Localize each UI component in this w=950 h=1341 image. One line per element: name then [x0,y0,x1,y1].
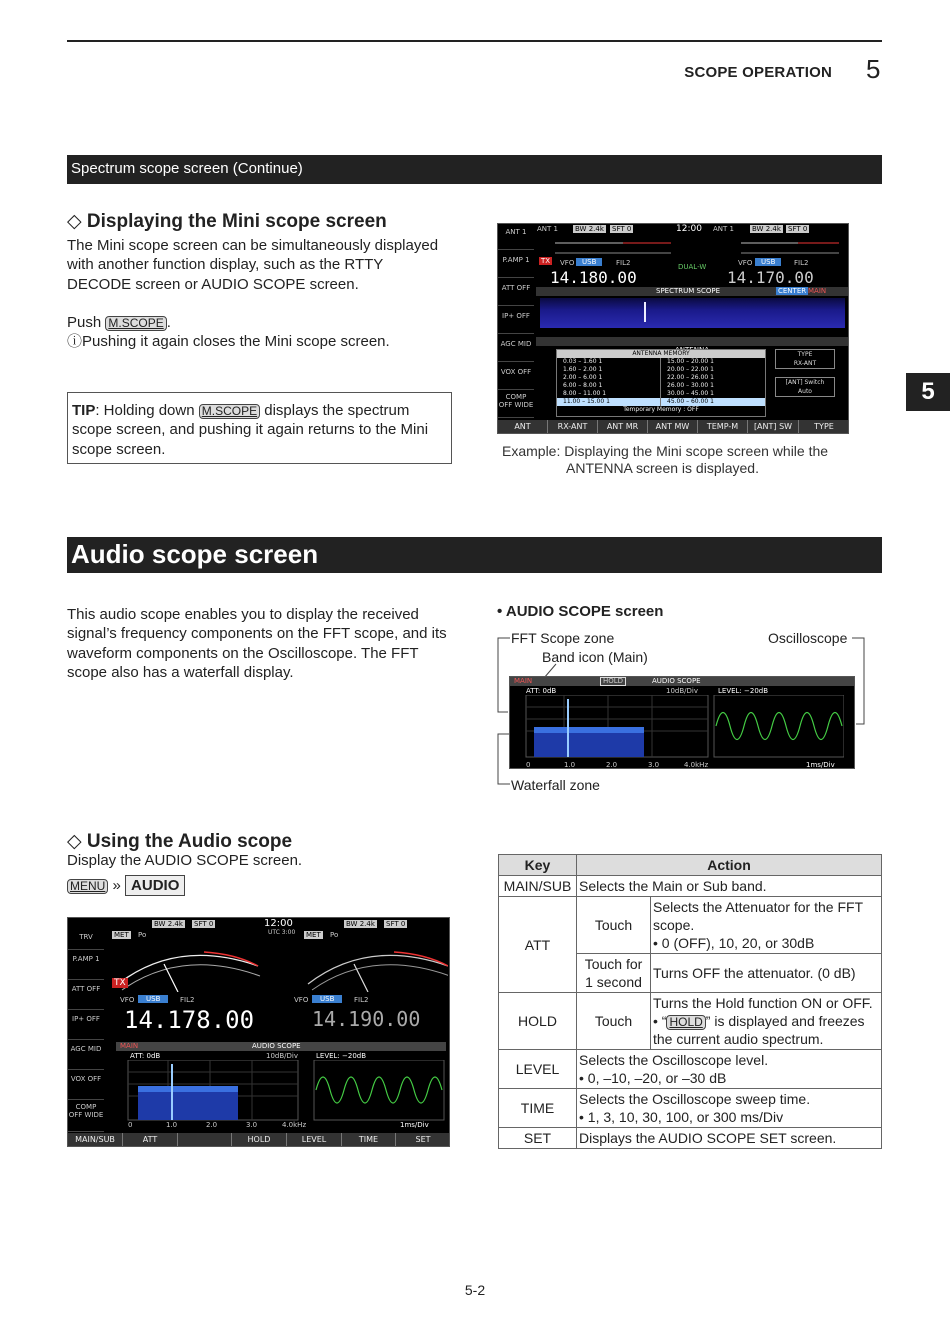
table-header-action: Action [577,855,882,876]
row-mainsub-action: Selects the Main or Sub band. [577,876,882,897]
hold-action-post: ” is displayed and freezes the current audio spectrum. [653,1013,865,1047]
sft-badge-sub: SFT 0 [788,225,808,233]
vfo-label: VFO [560,259,575,267]
antenna-memory-row[interactable] [557,390,765,398]
s2-utc: UTC 3:00 [268,929,296,936]
sft-badge: SFT 0 [612,225,632,233]
softkey-type[interactable]: TYPE [799,420,849,433]
audio-paragraph: This audio scope enables you to display the received signal’s frequency components on the FFT scope, and its waveform components on the Oscilloscope. The FFT scope also has a waterfall display. [67,606,447,681]
antenna-memory-title: ANTENNA MEMORY [557,350,765,358]
dual-watch: DUAL-W [678,263,707,271]
softkey-rx-ant[interactable]: RX-ANT [548,420,598,433]
s2-level: LEVEL: −20dB [316,1052,367,1060]
audio-fft-and-osc [524,695,844,759]
s2-clock: 12:00 [264,918,293,929]
s2-side-key-agc: AGC MID [68,1042,104,1070]
table-row [499,1050,882,1089]
level-action-line2: • 0, –10, –20, or –30 dB [579,1070,727,1086]
softkey-temp-m[interactable]: TEMP-M [698,420,748,433]
side-key-comp: COMP OFF WIDE [498,392,534,418]
memory-range-right: 20.00 – 22.00 1 [667,366,714,373]
section-bar-audio-scope: Audio scope screen [67,537,882,573]
s2-att: ATT: 0dB [130,1052,161,1060]
s2-tx-badge: TX [114,978,126,988]
section-bar-spectrum: Spectrum scope screen (Continue) [67,155,882,184]
row-time-key: TIME [499,1089,577,1128]
header-chapter: 5 [866,54,881,84]
ant-switch-label: [ANT] Switch [785,379,825,386]
fil-label-sub: FIL2 [794,259,809,267]
ant-left: ANT 1 [537,225,558,233]
table-row [499,876,882,897]
side-key-pamp: P.AMP 1 [498,252,534,278]
ant-right: ANT 1 [713,225,734,233]
mode-usb: USB [576,258,602,266]
hold-action-line2 [653,1012,879,1048]
s2-po: Po [138,931,147,939]
s2-bw-sub: BW 2.4k [346,920,375,928]
s2-vfo-sub: VFO [294,996,309,1004]
audio-scope-titlebar [510,677,855,686]
antenna-memory-row[interactable] [557,398,765,406]
softkey-set[interactable]: SET [396,1133,450,1146]
audio-sweep: 1ms/Div [806,761,835,769]
header-title: SCOPE OPERATION [684,64,832,81]
audio-key: AUDIO [125,875,185,896]
memory-range-right: 22.00 – 26.00 1 [667,374,714,381]
tx-badge: TX [541,257,551,265]
row-att-key: ATT [499,897,577,993]
s2-bw: BW 2.4k [154,920,183,928]
audio-diagram-title: • AUDIO SCOPE screen [497,603,664,620]
using-heading: ◇ Using the Audio scope [67,831,293,852]
memory-range-left: 8.00 – 11.00 1 [557,390,661,398]
memory-range-right: 26.00 – 30.00 1 [667,382,714,389]
s2-audio-fft-and-osc [126,1060,446,1122]
example-caption-line2: ANTENNA screen is displayed. [566,460,759,476]
band-icon-label: Band icon (Main) [542,649,648,665]
row-hold-touch: Touch [577,993,651,1050]
main-tag: MAIN [808,287,827,295]
s2-tick-1: 1.0 [166,1121,178,1129]
mode-usb-sub: USB [755,258,781,266]
menu-path [67,875,185,896]
ant-switch-value: Auto [798,388,812,395]
softkey-time[interactable]: TIME [342,1133,396,1146]
type-box[interactable] [775,349,835,369]
type-value: RX-ANT [793,360,817,367]
s2-side-key-pamp: P.AMP 1 [68,952,104,980]
key-action-table [498,854,882,1149]
hold-action-line1: Turns the Hold function ON or OFF. [653,995,873,1011]
spectrum-scope-title: SPECTRUM SCOPE [656,287,720,295]
row-level-key: LEVEL [499,1050,577,1089]
table-row [499,897,882,954]
memory-range-left: 11.00 – 15.00 1 [557,398,661,406]
audio-tick-1: 1.0 [564,761,576,769]
audio-tick-2: 2.0 [606,761,618,769]
menu-sep: » [108,877,126,894]
softkey-att[interactable]: ATT [123,1133,178,1146]
oscilloscope-label: Oscilloscope [768,630,848,646]
s2-tick-4: 4.0kHz [282,1121,307,1129]
softkey-ant-mr[interactable]: ANT MR [598,420,648,433]
antenna-memory-row[interactable] [557,382,765,390]
push-prefix: Push [67,314,106,331]
main-frequency: 14.180.00 [550,268,637,287]
hold-key-icon: HOLD [666,1015,705,1030]
audio-main-tag: MAIN [514,677,533,685]
type-label: TYPE [797,351,813,358]
s2-sweep: 1ms/Div [400,1121,429,1129]
s2-side-key-comp: COMP OFF WIDE [68,1102,104,1132]
waterfall-zone-label: Waterfall zone [511,777,600,793]
example-caption-line1: Example: Displaying the Mini scope screen while the [502,443,829,459]
using-line: Display the AUDIO SCOPE screen. [67,852,303,869]
row-level-action [577,1050,882,1089]
s2-side-key-att: ATT OFF [68,982,104,1010]
row-mainsub-key: MAIN/SUB [499,876,577,897]
audio-div: 10dB/Div [666,687,698,695]
mini-paragraph: The Mini scope screen can be simultaneously displayed with another function display, such as the RTTY DECODE screen or AUDIO SCOPE screen. [67,237,439,293]
tip-box [67,392,452,464]
time-action-line1: Selects the Oscilloscope sweep time. [579,1091,811,1107]
spectrum-scope-titlebar [536,287,848,296]
temporary-memory: Temporary Memory : OFF [623,406,699,413]
audio-scope-title: AUDIO SCOPE [652,677,701,685]
s2-met: MET [114,931,129,939]
side-key-ant: ANT 1 [498,224,534,250]
vfo-label-sub: VFO [738,259,753,267]
mini-scope-waterfall [540,298,845,328]
ant-switch-box[interactable] [775,377,835,397]
audio-tick-0: 0 [526,761,531,769]
s2-sft: SFT 0 [194,920,214,928]
s2-tick-2: 2.0 [206,1121,218,1129]
memory-range-left: 6.00 – 8.00 1 [557,382,661,390]
audio-level: LEVEL: −20dB [718,687,769,695]
s2-audio-titlebar [116,1042,446,1051]
row-att-touch1s: Touch for 1 second [577,954,651,993]
row-hold-action [651,993,882,1050]
antenna-memory-row[interactable] [557,366,765,374]
push-suffix: . [166,314,171,331]
row-time-action [577,1089,882,1128]
antenna-titlebar [536,337,848,346]
memory-range-left: 2.00 – 6.00 1 [557,374,661,382]
side-key-vox: VOX OFF [498,364,534,390]
memory-range-left: 0.03 – 1.60 1 [557,358,661,366]
s2-tick-3: 3.0 [246,1121,258,1129]
sub-frequency: 14.170.00 [727,268,814,287]
audio-tick-4: 4.0kHz [684,761,709,769]
s2-audio-title: AUDIO SCOPE [252,1042,301,1050]
menu-key: MENU [67,879,108,894]
s2-sft-sub: SFT 0 [386,920,406,928]
hold-action-pre: • “ [653,1013,667,1029]
s2-mode: USB [138,995,168,1003]
table-row [499,993,882,1050]
s2-met-sub: MET [306,931,321,939]
softkey-ant-sw[interactable]: [ANT] SW [748,420,799,433]
softkey-hold[interactable]: HOLD [232,1133,287,1146]
s2-main-tag: MAIN [120,1042,139,1050]
side-key-ip: IP+ OFF [498,308,534,334]
memory-range-right: 15.00 – 20.00 1 [667,358,714,365]
center-mode: CENTER [778,287,807,295]
row-att-touch: Touch [577,897,651,954]
tip-mscope-key: M.SCOPE [199,404,260,419]
table-header-key: Key [499,855,577,876]
att-action-line2: • 0 (OFF), 10, 20, or 30dB [653,935,815,951]
att-action-line1: Selects the Attenuator for the FFT scope. [653,899,863,933]
row-set-key: SET [499,1128,577,1149]
audio-hold-tag: HOLD [600,677,626,686]
antenna-memory-table [556,349,766,417]
side-key-att: ATT OFF [498,280,534,306]
s2-div: 10dB/Div [266,1052,298,1060]
clock: 12:00 [676,224,702,234]
memory-range-right: 30.00 – 45.00 1 [667,390,714,397]
row-set-action: Displays the AUDIO SCOPE SET screen. [577,1128,882,1149]
softkey-ant-mw[interactable]: ANT MW [648,420,698,433]
bw-badge-sub: BW 2.4k [752,225,781,233]
s2-side-key-vox: VOX OFF [68,1072,104,1100]
mini-heading: ◇ Displaying the Mini scope screen [67,211,387,232]
tip-post: displays the spectrum scope screen, and pushing it again returns to the Mini scope screen. [72,402,429,458]
level-action-line1: Selects the Oscilloscope level. [579,1052,769,1068]
side-key-agc: AGC MID [498,336,534,362]
s2-po-sub: Po [330,931,339,939]
chapter-side-tab: 5 [906,373,950,411]
softkey-ant[interactable]: ANT [498,420,548,433]
antenna-memory-row[interactable] [557,358,765,366]
row-att-touch-action [651,897,882,954]
mscope-key: M.SCOPE [105,316,166,331]
bw-badge: BW 2.4k [575,225,604,233]
softkey-main-sub[interactable]: MAIN/SUB [68,1133,123,1146]
audio-tick-3: 3.0 [648,761,660,769]
s2-mode-sub: USB [312,995,342,1003]
s2-fil: FIL2 [180,996,195,1004]
top-rule [67,40,882,42]
page-number: 5-2 [464,1282,486,1298]
s2-side-key-ip: IP+ OFF [68,1012,104,1040]
antenna-memory-rows [557,358,765,406]
audio-scope-diagram-screen [509,676,855,769]
s-meter-scales [543,233,843,257]
memory-range-right: 45.00 – 60.00 1 [667,398,714,405]
tip-label: TIP [72,402,96,419]
time-action-line2: • 1, 3, 10, 30, 100, or 300 ms/Div [579,1109,784,1125]
audio-att: ATT: 0dB [526,687,557,695]
fil-label: FIL2 [616,259,631,267]
s2-tick-0: 0 [128,1121,133,1129]
table-row [499,1089,882,1128]
s2-sub-frequency: 14.190.00 [312,1007,421,1031]
mini-note: ⓘPushing it again closes the Mini scope screen. [67,333,390,350]
s2-fil-sub: FIL2 [354,996,369,1004]
s2-analog-meters [108,934,448,992]
s2-side-key-trv: TRV [68,926,104,950]
s2-vfo: VFO [120,996,135,1004]
memory-range-left: 1.60 – 2.00 1 [557,366,661,374]
fft-zone-label: FFT Scope zone [511,630,615,646]
mini-push-line [67,313,447,332]
table-header-row [499,855,882,876]
antenna-mini-scope-screenshot [497,223,849,434]
s2-main-frequency: 14.178.00 [124,1006,255,1034]
tip-pre: : Holding down [95,402,199,419]
softkey-level[interactable]: LEVEL [287,1133,342,1146]
antenna-memory-row[interactable] [557,374,765,382]
table-row [499,1128,882,1149]
row-hold-key: HOLD [499,993,577,1050]
audio-scope-full-screenshot [67,917,450,1147]
softkey-blank[interactable] [178,1133,232,1146]
row-att-touch1s-action: Turns OFF the attenuator. (0 dB) [651,954,882,993]
